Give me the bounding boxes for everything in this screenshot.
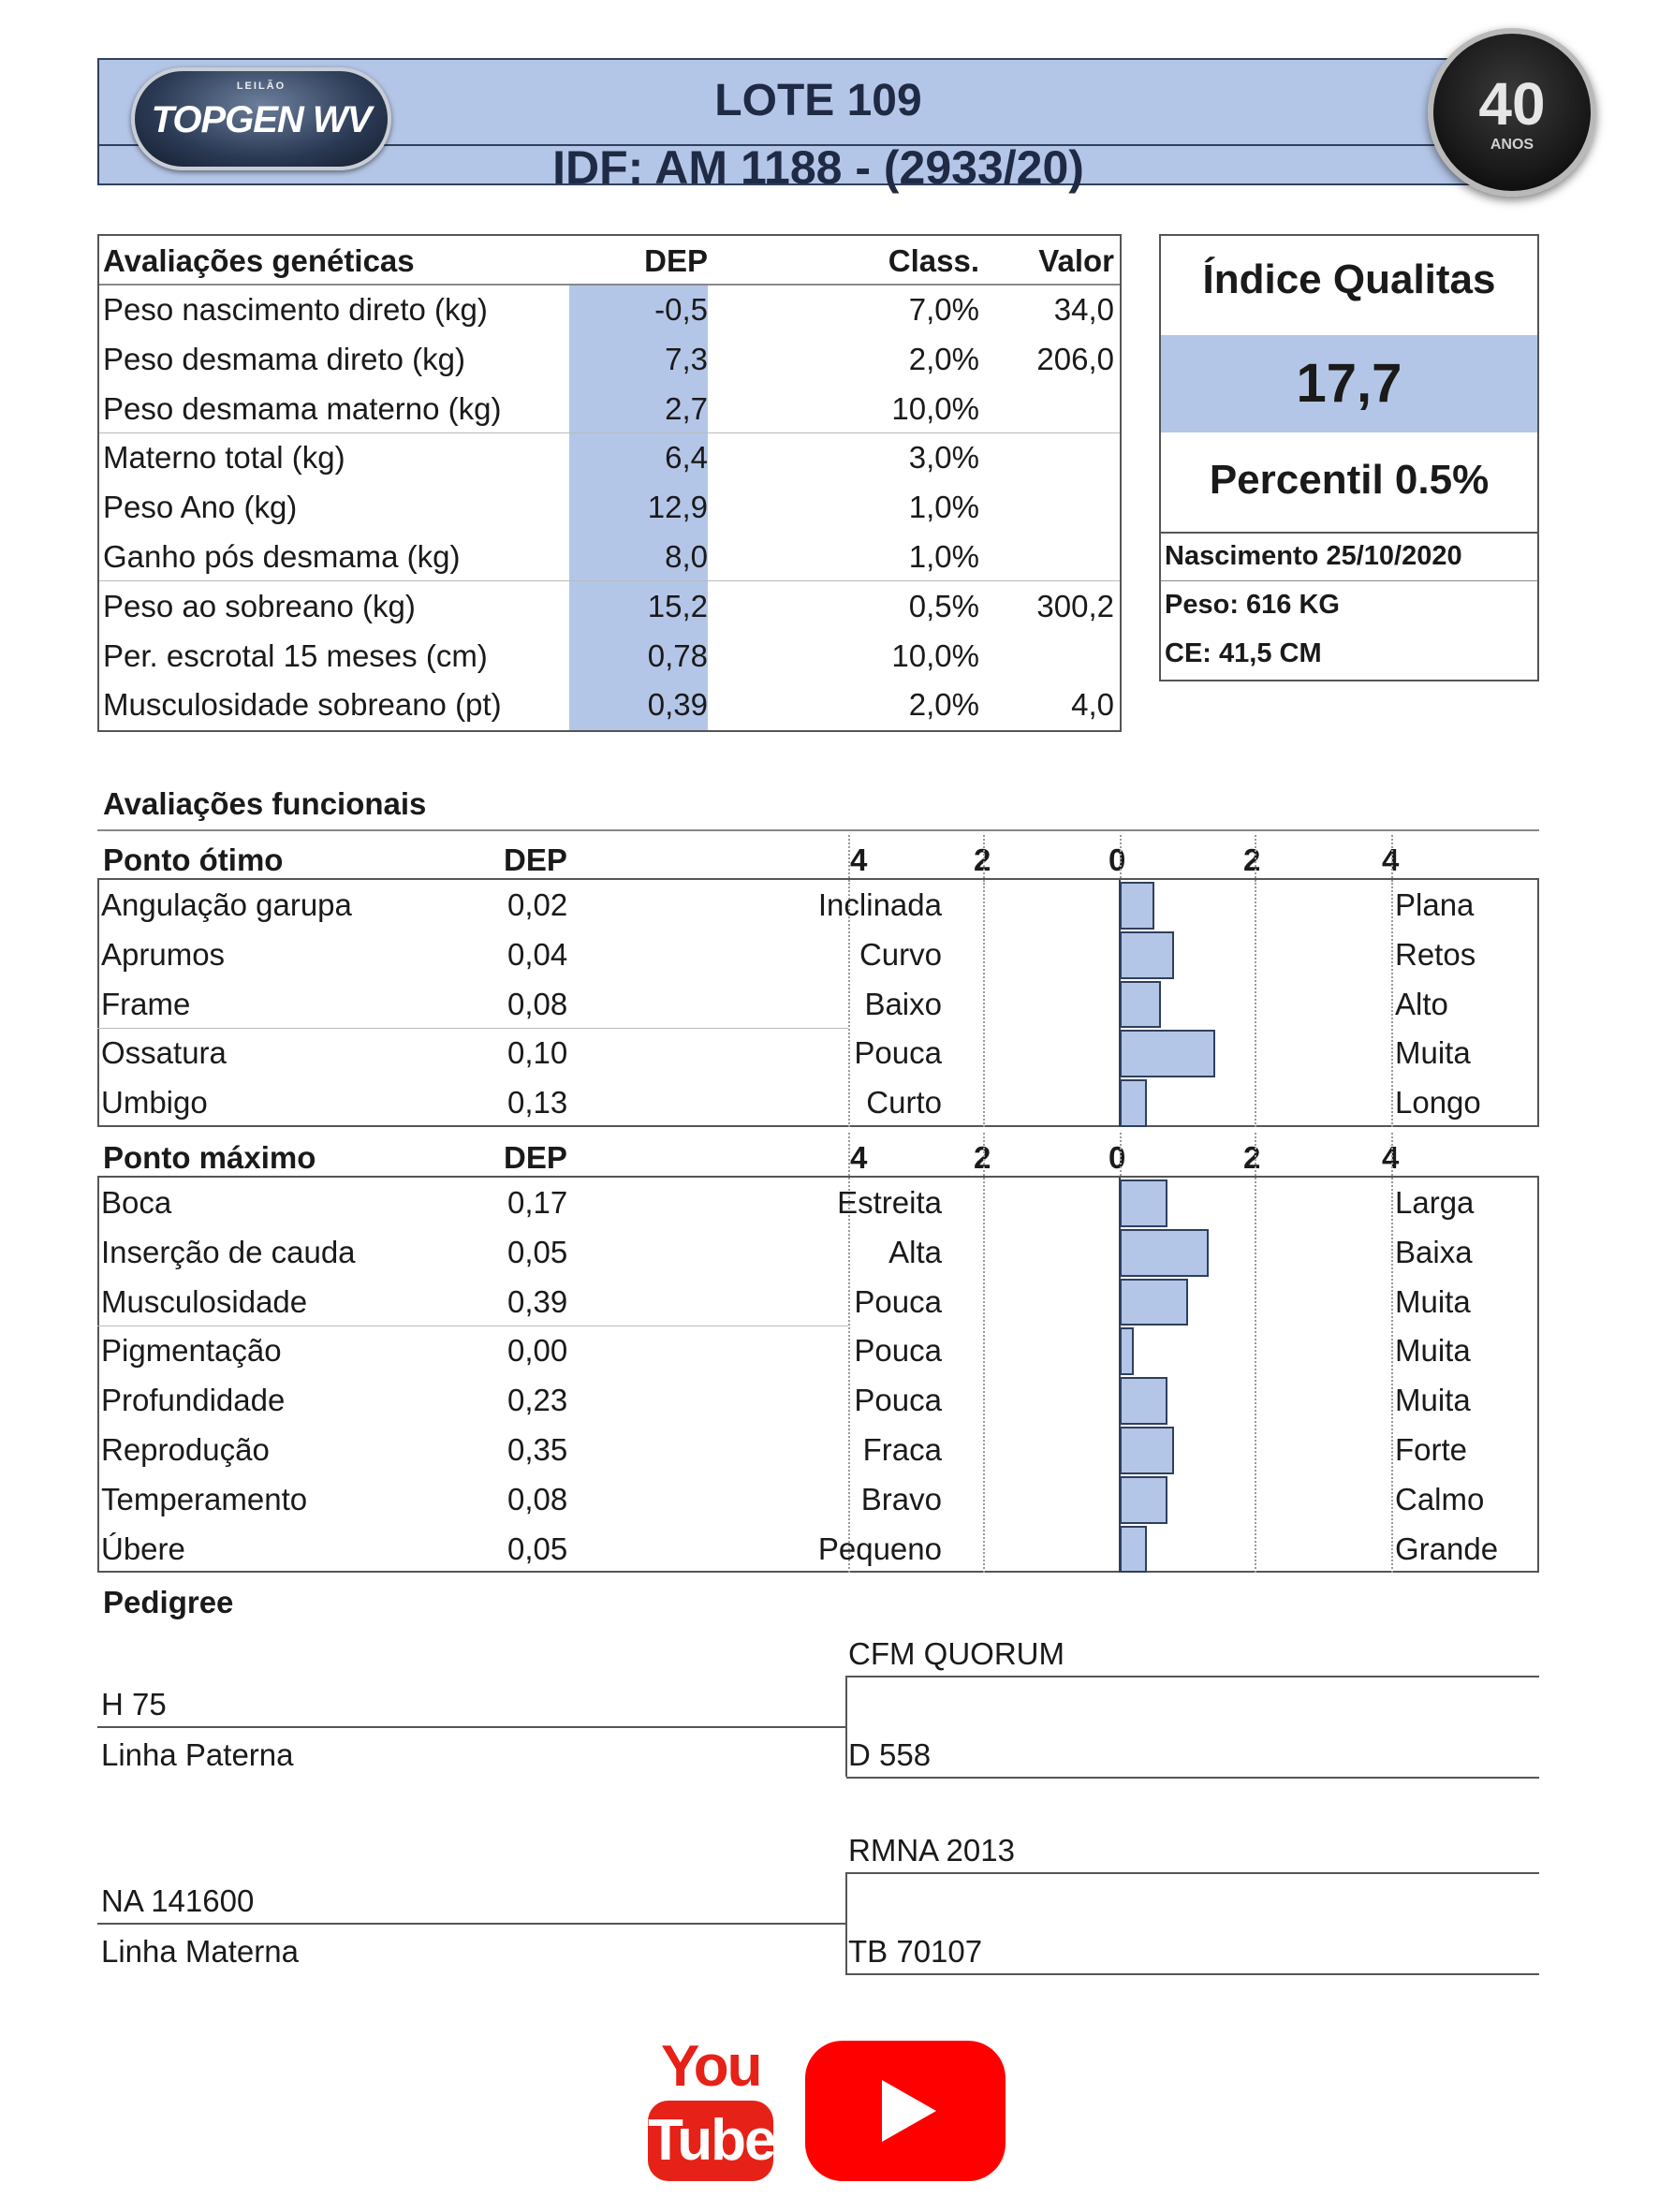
axis-gridline [1120,835,1122,878]
genetic-group-line [99,432,1120,433]
pedigree-line [846,1973,1539,1975]
axis-tick-label: 4 [1382,1140,1400,1175]
genetic-cell-class: 2,0% [908,341,979,376]
functional-cell-low: Pouca [854,1035,942,1071]
sire-dam: D 558 [848,1737,932,1772]
axis-gridline [1255,1133,1256,1176]
functional-cell-low: Pequeno [817,1531,942,1566]
axis-tick-label: 4 [1382,842,1400,877]
axis-tick-label: 2 [974,842,991,877]
functional-cell-high: Grande [1395,1531,1499,1566]
genetic-cell-dep: 8,0 [665,539,708,574]
functional-cell-name: Umbigo [101,1085,208,1121]
genetic-cell-dep: -0,5 [654,292,708,327]
genetic-row [99,384,1120,432]
functional-bar [1120,1229,1209,1277]
genetic-cell-class: 7,0% [908,292,979,327]
genetic-cell-name: Musculosidade sobreano (pt) [103,687,502,723]
genetic-header-value: Valor [1038,243,1114,278]
axis-gridline [983,835,985,878]
functional-cell-dep: 0,05 [507,1531,568,1566]
functional-cell-dep: 0,35 [507,1432,568,1467]
functional-bar [1120,1526,1147,1574]
genetic-header-dep: DEP [644,243,708,278]
seal-number: 40 [1478,70,1546,138]
functional-cell-name: Frame [101,986,191,1021]
axis-gridline [1391,1133,1393,1176]
section-name: Ponto máximo [103,1140,316,1175]
functional-row [97,1227,1535,1276]
functional-bar [1120,1476,1167,1524]
functional-cell-low: Bravo [860,1481,942,1516]
axis-tick-label: 2 [1243,1140,1261,1175]
genetic-cell-value: 4,0 [1071,687,1114,723]
dam-sire: RMNA 2013 [848,1833,1015,1868]
genetic-cell-name: Peso desmama materno (kg) [103,390,502,426]
genetic-cell-class: 10,0% [891,637,979,673]
birth-date: Nascimento 25/10/2020 [1165,541,1462,571]
genetic-cell-dep: 12,9 [647,490,708,525]
genetic-row [99,482,1120,531]
functional-bar [1120,1030,1215,1077]
functional-cell-low: Alta [888,1234,942,1269]
functional-bar [1120,1377,1167,1425]
axis-tick-label: 0 [1108,842,1126,877]
functional-section-header [97,835,1539,884]
functional-cell-low: Pouca [854,1333,942,1369]
functional-cell-high: Larga [1395,1185,1475,1220]
pedigree-line [846,1676,1539,1677]
functional-row [97,1077,1535,1126]
dam-line-label: Linha Materna [101,1934,299,1969]
genetic-cell-name: Peso desmama direto (kg) [103,341,465,376]
genetic-cell-name: Per. escrotal 15 meses (cm) [103,637,488,673]
functional-cell-name: Reprodução [101,1432,270,1467]
pedigree-line [97,1923,846,1925]
sire: H 75 [101,1687,167,1721]
youtube-tube-text: Tube [648,2101,773,2181]
functional-row [97,979,1535,1028]
functional-cell-low: Fraca [862,1432,942,1467]
functional-cell-high: Muita [1395,1383,1471,1418]
youtube-wordmark[interactable] [648,2033,773,2183]
functional-bar [1120,882,1154,930]
functional-cell-high: Alto [1395,986,1448,1021]
genetic-cell-dep: 0,78 [647,637,708,673]
axis-tick-label: 4 [850,1140,868,1175]
functional-cell-dep: 0,23 [507,1383,568,1418]
genetic-cell-value: 34,0 [1053,292,1114,327]
functional-cell-dep: 0,02 [507,887,568,922]
functional-cell-low: Curto [866,1085,942,1121]
genetic-cell-class: 0,5% [908,588,979,623]
functional-cell-dep: 0,17 [507,1185,568,1220]
functional-cell-name: Inserção de cauda [101,1234,356,1269]
functional-row [97,880,1535,929]
functional-section-header [97,1133,1539,1181]
genetic-row [99,432,1120,481]
functional-cell-high: Plana [1395,887,1475,922]
axis-gridline [1255,835,1256,878]
genetic-cell-name: Peso nascimento direto (kg) [103,292,488,327]
genetic-cell-value: 206,0 [1036,341,1114,376]
genetic-row [99,285,1120,333]
functional-row [97,930,1535,978]
section-dep-header: DEP [504,842,567,877]
genetic-cell-class: 2,0% [908,687,979,723]
functional-cell-low: Inclinada [817,887,942,922]
dam: NA 141600 [101,1883,255,1918]
functional-bar [1120,981,1161,1029]
functional-cell-low: Pouca [854,1383,942,1418]
functional-cell-low: Pouca [854,1283,942,1319]
functional-cell-dep: 0,08 [507,986,568,1021]
pedigree-bracket [845,1676,847,1777]
functional-cell-dep: 0,04 [507,936,568,972]
qualitas-index-box [1159,234,1539,681]
youtube-you-text: You [661,2034,761,2099]
axis-tick-label: 2 [1243,842,1261,877]
genetic-cell-value: 300,2 [1036,588,1114,623]
functional-bar [1120,931,1174,979]
functional-cell-dep: 0,08 [507,1481,568,1516]
functional-row [97,1524,1535,1573]
logo-brand-text: TOPGEN WV [151,99,372,140]
index-divider [1161,532,1537,534]
functional-cell-dep: 0,10 [507,1035,568,1071]
pedigree-line [97,1726,846,1728]
40-years-seal [1428,28,1596,197]
functional-bar [1120,1079,1147,1127]
genetic-cell-class: 1,0% [908,490,979,525]
functional-cell-high: Muita [1395,1035,1471,1071]
functional-row [97,1326,1535,1374]
functional-row [97,1375,1535,1424]
genetic-cell-name: Peso ao sobreano (kg) [103,588,416,623]
functional-cell-low: Estreita [837,1185,942,1220]
axis-tick-label: 0 [1108,1140,1126,1175]
functional-cell-name: Ossatura [101,1035,227,1071]
functional-cell-name: Boca [101,1185,172,1220]
genetic-row [99,334,1120,383]
logo-small-text: LEILÃO [236,81,286,92]
genetic-cell-name: Materno total (kg) [103,440,345,476]
youtube-play-button[interactable] [805,2041,1006,2181]
functional-cell-high: Longo [1395,1085,1481,1121]
functional-cell-name: Musculosidade [101,1283,308,1319]
zero-axis [1119,1178,1121,1573]
axis-tick-label: 4 [850,842,868,877]
genetic-cell-class: 3,0% [908,440,979,476]
functional-cell-name: Angulação garupa [101,887,352,922]
functional-row [97,1178,1535,1226]
genetic-cell-class: 1,0% [908,539,979,574]
seal-word: ANOS [1490,137,1534,153]
functional-cell-low: Baixo [864,986,942,1021]
functional-bar [1120,1327,1134,1375]
genetic-cell-name: Ganho pós desmama (kg) [103,539,461,574]
pedigree-line [846,1872,1539,1874]
functional-bar [1120,1427,1174,1474]
pedigree-line [846,1777,1539,1779]
functional-cell-name: Temperamento [101,1481,308,1516]
functional-cell-dep: 0,00 [507,1333,568,1369]
functional-cell-name: Pigmentação [101,1333,282,1369]
axis-gridline [1120,1133,1122,1176]
functional-cell-high: Muita [1395,1333,1471,1369]
genetic-header-name: Avaliações genéticas [103,243,415,278]
functional-cell-high: Forte [1395,1432,1468,1467]
zero-axis [1119,880,1121,1127]
functional-row [97,1474,1535,1523]
functional-cell-low: Curvo [859,936,942,972]
pedigree-title: Pedigree [103,1585,234,1619]
genetic-cell-dep: 6,4 [665,440,708,476]
functional-cell-dep: 0,39 [507,1283,568,1319]
functional-cell-dep: 0,05 [507,1234,568,1269]
genetic-cell-dep: 7,3 [665,341,708,376]
genetic-group-line [99,580,1120,581]
functional-cell-high: Baixa [1395,1234,1473,1269]
functional-row [97,1028,1535,1077]
axis-gridline [1391,835,1393,878]
index-value: 17,7 [1296,353,1402,414]
index-percentile: Percentil 0.5% [1209,457,1490,503]
functional-bar [1120,1179,1167,1227]
sire-sire: CFM QUORUM [848,1636,1064,1671]
axis-gridline [983,1133,985,1176]
genetic-row [99,680,1120,728]
dam-dam: TB 70107 [848,1934,983,1969]
genetic-cell-dep: 2,7 [665,390,708,426]
functional-cell-name: Aprumos [101,936,226,972]
genetic-header-row [99,236,1120,285]
functional-cell-dep: 0,13 [507,1085,568,1121]
functional-cell-name: Profundidade [101,1383,286,1418]
genetic-cell-class: 10,0% [891,390,979,426]
genetic-row [99,631,1120,680]
sire-line-label: Linha Paterna [101,1737,294,1772]
genetic-cell-dep: 15,2 [647,588,708,623]
genetic-cell-name: Peso Ano (kg) [103,490,298,525]
play-icon [882,2080,936,2142]
genetic-evaluations-table [97,234,1122,732]
axis-gridline [848,835,850,878]
functional-title-line [97,829,1539,831]
scrotal-circumference: CE: 41,5 CM [1165,638,1322,668]
idf-title: IDF: AM 1188 - (2933/20) [552,141,1084,194]
index-title: Índice Qualitas [1202,256,1496,302]
functional-row [97,1425,1535,1473]
axis-gridline [848,1133,850,1176]
genetic-cell-dep: 0,39 [647,687,708,723]
animal-weight: Peso: 616 KG [1165,590,1340,620]
lot-title: LOTE 109 [714,76,922,125]
axis-tick-label: 2 [974,1140,991,1175]
functional-cell-name: Úbere [101,1531,185,1566]
genetic-row [99,532,1120,580]
index-divider [1161,580,1537,581]
section-dep-header: DEP [504,1140,567,1175]
functional-bar [1120,1279,1188,1326]
genetic-row [99,581,1120,630]
genetic-header-class: Class. [888,243,979,278]
topgen-logo [131,67,391,170]
functional-cell-high: Retos [1395,936,1476,972]
pedigree-bracket [845,1872,847,1975]
functional-row [97,1277,1535,1326]
functional-cell-high: Muita [1395,1283,1471,1319]
functional-cell-high: Calmo [1395,1481,1485,1516]
section-name: Ponto ótimo [103,842,284,877]
functional-title: Avaliações funcionais [103,786,427,821]
